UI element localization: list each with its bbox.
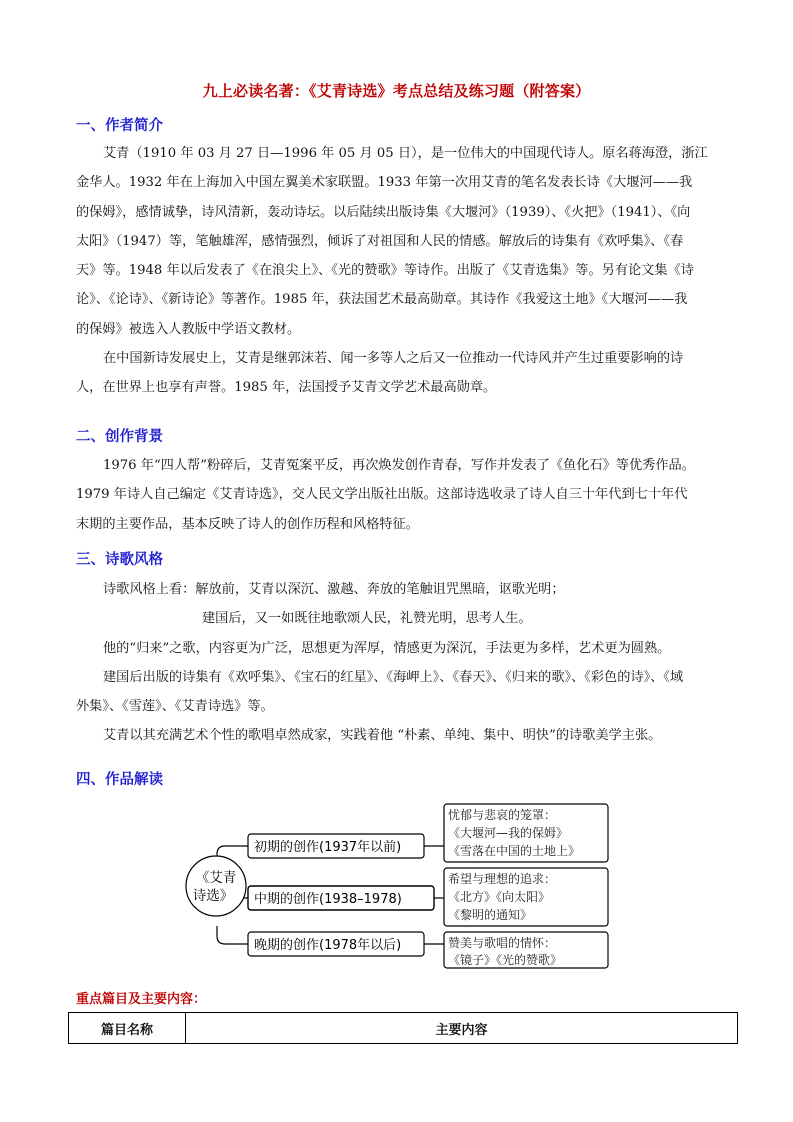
paragraph-line: 艾青（1910 年 03 月 27 日—1996 年 05 月 05 日），是一位伟大的中国现代诗人。原名蒋海澄，浙江 [103,146,708,161]
key-works-table [68,1012,738,1044]
paragraph-line: 的保姆》被选入人教版中学语文教材。 [76,321,301,337]
paragraph-line: 人，在世界上也享有声誉。1985 年，法国授予艾青文学艺术最高勋章。 [76,380,497,396]
key-works-label: 重点篇目及主要内容： [76,992,207,1007]
connector-late [217,926,248,944]
period-label-middle: 中期的创作(1938–1978) [254,892,402,907]
table-header-row [69,1013,738,1044]
paragraph-line: 建国后，又一如既往地歌颂人民，礼赞光明，思考人生。 [202,611,532,627]
column-header-content: 主要内容 [186,1013,738,1044]
paragraph-line: 太阳》（1947）等，笔触雄浑，感情强烈，倾诉了对祖国和人民的情感。解放后的诗集有《欢呼集》、《春 [76,233,684,249]
section-heading-background: 二、创作背景 [76,429,163,445]
detail-line: 《雪落在中国的土地上》 [448,844,581,858]
paragraph-line: 天》等。1948 年以后发表了《在浪尖上》、《光的赞歌》等诗作。出版了《艾青选集》等。另有论文集《诗 [76,263,694,279]
center-label-line: 诗选》 [192,888,234,904]
paragraph-line: 诗歌风格上看：解放前，艾青以深沉、激越、奔放的笔触诅咒黑暗，讴歌光明； [103,582,565,597]
paragraph-line: 论》、《论诗》、《新诗论》等著作。1985 年，获法国艺术最高勋章。其诗作《我爱这土地》《大堰河——我 [76,292,688,308]
detail-line: 《黎明的通知》 [448,908,533,922]
paragraph-line: 末期的主要作品，基本反映了诗人的创作历程和风格特征。 [76,516,419,532]
detail-line: 赞美与歌唱的情怀： [448,936,557,950]
document-title: 九上必读名著：《艾青诗选》考点总结及练习题（附答案） [202,82,591,100]
center-label-line: 《艾青 [195,870,237,886]
period-label-late: 晚期的创作(1978年以后) [254,938,402,953]
detail-line: 《镜子》《光的赞歌》 [448,953,563,967]
mindmap-center-node [186,856,246,916]
column-header-title: 篇目名称 [69,1013,186,1044]
detail-line: 《北方》《向太阳》 [448,890,551,904]
section-heading-style: 三、诗歌风格 [76,552,163,568]
section-heading-author: 一、作者简介 [76,118,163,134]
paragraph-line: 建国后出版的诗集有《欢呼集》、《宝石的红星》、《海岬上》、《春天》、《归来的歌》、《彩色的诗》、《域 [103,669,684,685]
paragraph-line: 艾青以其充满艺术个性的歌唱卓然成家，实践着他 “朴素、单纯、集中、明快”的诗歌美学主张。 [103,728,662,744]
paragraph-line: 的保姆》，感情诚挚，诗风清新，轰动诗坛。以后陆续出版诗集《大堰河》（1939）、《火把》（1941）、《向 [76,204,691,220]
paragraph-line: 在中国新诗发展史上，艾青是继郭沫若、闻一多等人之后又一位推动一代诗风并产生过重要影响的诗 [103,351,684,367]
section-heading-interpretation: 四、作品解读 [76,772,163,788]
detail-line: 《大堰河—我的保姆》 [448,826,569,840]
detail-line: 希望与理想的追求： [448,872,557,886]
paragraph-line: 1976 年“四人帮”粉碎后，艾青冤案平反，再次焕发创作青春，写作并发表了《鱼化石》等优秀作品。 [103,458,695,473]
paragraph-line: 1979 年诗人自己编定《艾青诗选》，交人民文学出版社出版。这部诗选收录了诗人自三十年代到七十年代 [76,487,688,503]
paragraph-line: 他的“归来”之歌，内容更为广泛，思想更为浑厚，情感更为深沉，手法更为多样，艺术更为圆熟。 [103,640,671,656]
paragraph-line: 外集》、《雪莲》、《艾青诗选》等。 [76,699,274,715]
detail-line: 忧郁与悲哀的笼罩： [448,808,557,822]
paragraph-line: 金华人。1932 年在上海加入中国左翼美术家联盟。1933 年第一次用艾青的笔名发表长诗《大堰河——我 [76,175,693,191]
period-label-early: 初期的创作(1937年以前) [254,840,402,855]
